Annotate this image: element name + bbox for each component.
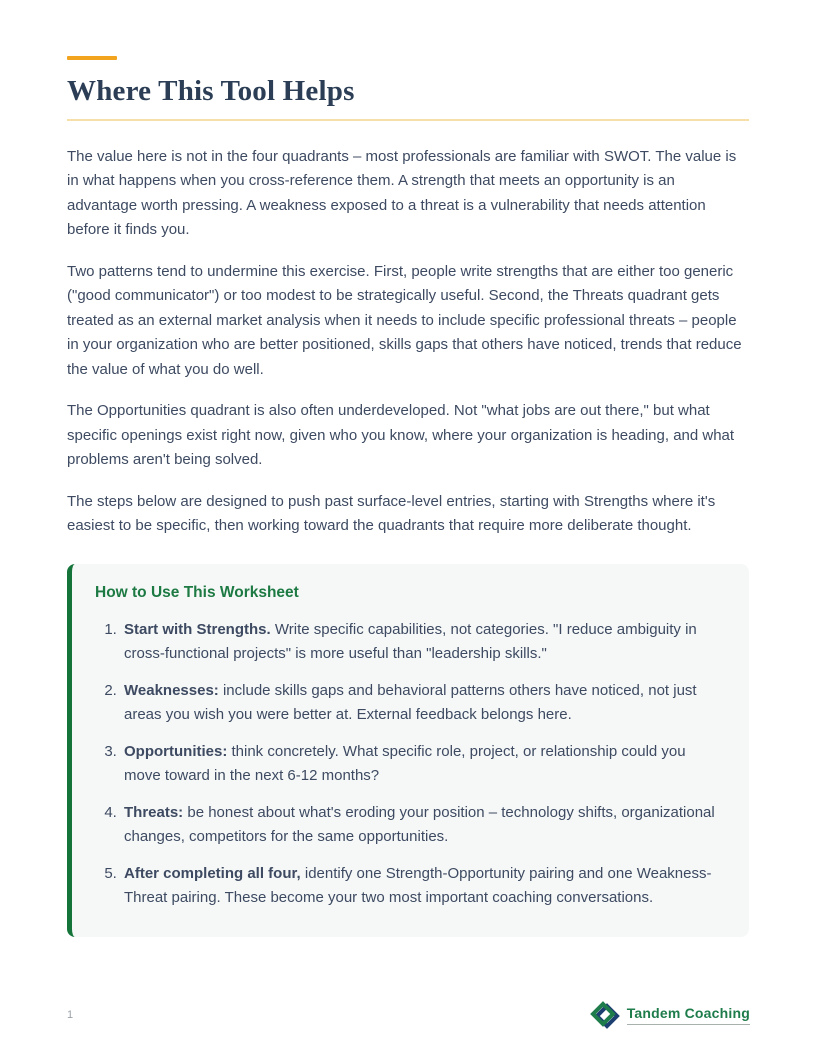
list-item-opportunities	[121, 740, 721, 787]
list-item-threats	[121, 801, 721, 848]
list-item-lead: Opportunities:	[124, 743, 228, 761]
page-number: 1	[67, 1009, 74, 1021]
list-item-lead: Weaknesses:	[124, 682, 219, 700]
list-item-lead: Threats:	[124, 804, 184, 822]
paragraph-steps: The steps below are designed to push past surface-level entries, starting with Strengths where it's easiest to be specific, then working toward the quadrants that require more deliberate thought.	[67, 492, 716, 535]
list-item-text: be honest about what's eroding your position – technology shifts, organizational changes, competitors for the same opportunities.	[124, 804, 715, 845]
list-item-text: think concretely. What specific role, project, or relationship could you move toward in the next 6-12 months?	[124, 743, 686, 784]
page-title: Where This Tool Helps	[67, 75, 355, 107]
paragraph-opportunities: The Opportunities quadrant is also often underdeveloped. Not "what jobs are out there," but what specific openings exist right now, given who you know, where your organization is heading, and what problems aren't being solved.	[67, 402, 735, 469]
list-item-strengths	[121, 618, 721, 665]
list-item-after-completing	[121, 862, 721, 909]
list-item-text: include skills gaps and behavioral patterns others have noticed, not just areas you wish you were better at. External feedback belongs here.	[124, 682, 697, 723]
page-footer	[67, 1000, 750, 1030]
document-page	[67, 0, 749, 937]
callout-heading: How to Use This Worksheet	[95, 583, 299, 601]
list-item-lead: After completing all four,	[124, 865, 301, 883]
paragraph-value: The value here is not in the four quadrants – most professionals are familiar with SWOT. The value is in what happens when you cross-reference them. A strength that meets an opportunity is an advantage worth pressing. A weakness exposed to a threat is a vulnerability that needs attention before it finds you.	[67, 147, 737, 239]
tandem-diamond-icon	[590, 1000, 620, 1030]
list-item-lead: Start with Strengths.	[124, 621, 271, 639]
list-item-weaknesses	[121, 679, 721, 726]
title-underline	[67, 119, 749, 121]
instruction-list	[95, 618, 721, 909]
how-to-callout	[67, 564, 749, 937]
list-item-text: identify one Strength-Opportunity pairing and one Weakness-Threat pairing. These become your two most important coaching conversations.	[124, 865, 712, 906]
accent-bar	[67, 56, 117, 60]
tandem-coaching-logo[interactable]	[590, 1000, 750, 1030]
list-item-text: Write specific capabilities, not categories. "I reduce ambiguity in cross-functional projects" is more useful than "leadership skills."	[124, 621, 697, 662]
logo-text: Tandem Coaching	[627, 1005, 750, 1025]
paragraph-patterns: Two patterns tend to undermine this exercise. First, people write strengths that are either too generic ("good communicator") or too modest to be strategically useful. Second, the Threats quadrant gets treated as an external market analysis when it needs to include specific professional threats – people in your organization who are better positioned, skills gaps that others have noticed, trends that reduce the value of what you do well.	[67, 262, 742, 378]
body-copy	[67, 145, 749, 539]
